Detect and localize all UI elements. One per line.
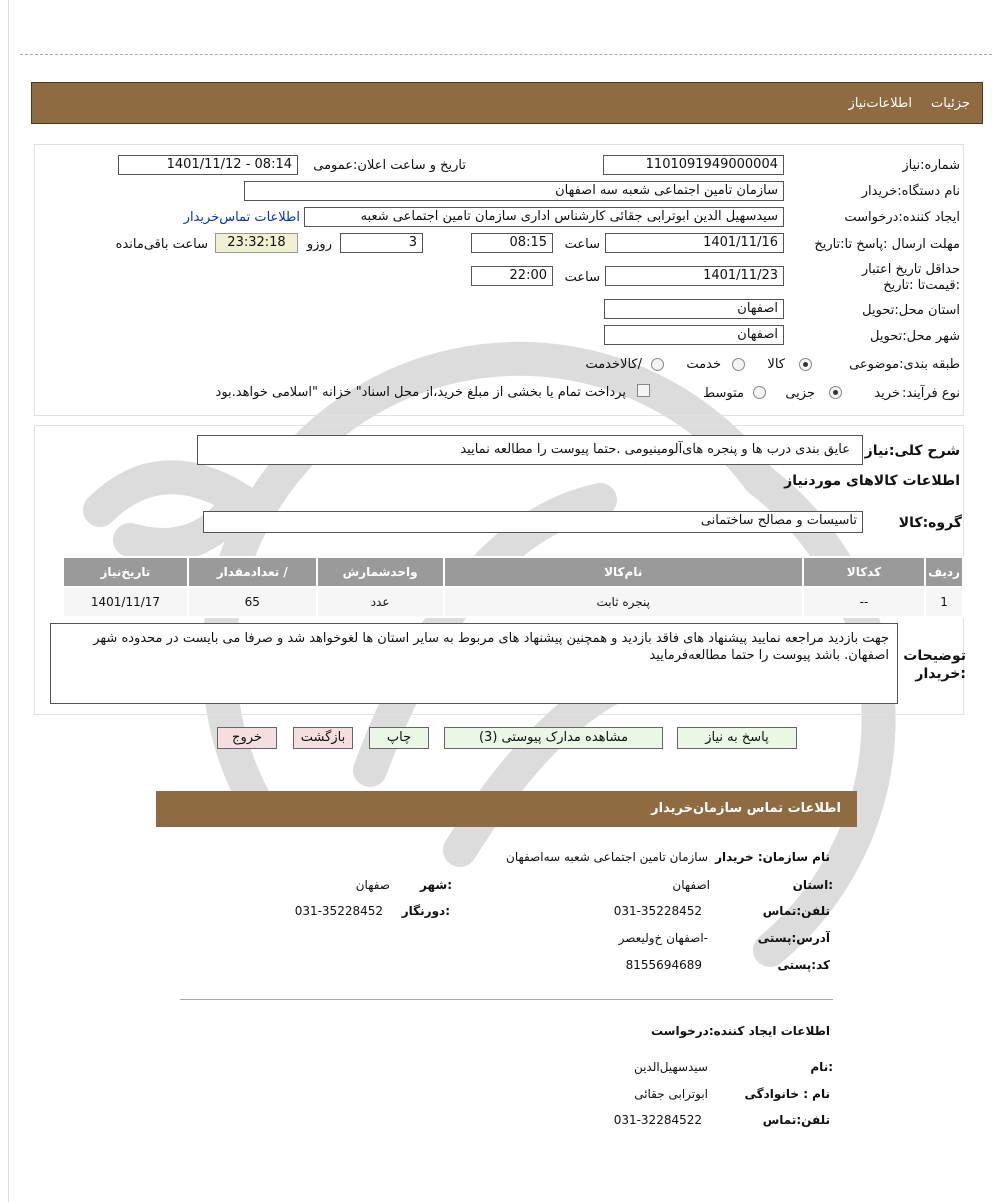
col-date: تاریخ‌نیاز	[63, 557, 188, 587]
validity-time-field[interactable]: 22:00	[471, 266, 553, 286]
view-documents-button[interactable]: مشاهده مدارک پیوستی (3)	[444, 727, 663, 749]
contact-province-value: اصفهان	[672, 878, 710, 892]
province-field[interactable]: اصفهان	[604, 299, 784, 319]
need-number-label: شماره:نیاز	[902, 158, 960, 173]
goods-table	[62, 556, 964, 618]
days-field[interactable]: 3	[340, 233, 423, 253]
creator-name-label: :نام	[810, 1060, 833, 1074]
contact-city-label: :شهر	[420, 878, 452, 892]
process-label: نوع فرآیند:	[902, 386, 960, 401]
category-both-radio[interactable]	[651, 358, 664, 371]
top-divider	[20, 54, 992, 55]
days-word: روزو	[306, 237, 332, 252]
page-header-bar	[31, 82, 983, 124]
buyer-notes-field[interactable]: جهت بازدید مراجعه نمایید پیشنهاد های فاقد بازدید و همچنین پیشنهاد های مربوط به سایر استان ها لغوخواهد شد و صرفا می بایست در محدوده شهر اصفهان. باشد پیوست را حتما مطالعه‌فرمایید	[50, 623, 898, 704]
notes-label-2: :خریدار	[915, 666, 966, 682]
validity-date-field[interactable]: 1401/11/23	[605, 266, 784, 286]
process-partial-radio[interactable]	[829, 386, 842, 399]
validity-time-word: ساعت	[564, 270, 600, 285]
category-service-label: خدمت	[686, 357, 721, 372]
creator-name-value: سیدسهیل‌الدین	[633, 1060, 708, 1074]
category-both-label: /کالاخدمت	[585, 357, 642, 372]
reply-button[interactable]: پاسخ به نیاز	[677, 727, 797, 749]
print-button[interactable]: چاپ	[369, 727, 429, 749]
cell-date: 1401/11/17	[63, 587, 188, 617]
contact-province-label: :استان	[792, 878, 833, 892]
process-medium-label: متوسط	[703, 386, 744, 401]
org-value: سازمان تامین اجتماعی شعبه سه‌اصفهان	[506, 850, 708, 864]
page-left-border	[8, 0, 9, 1202]
buyer-field[interactable]: سازمان تامین اجتماعی شعبه سه اصفهان	[244, 181, 784, 201]
deadline-time-field[interactable]: 08:15	[471, 233, 553, 253]
back-button[interactable]: بازگشت	[293, 727, 353, 749]
validity-label: حداقل تاریخ اعتبار :قیمت‌تا :تاریخ	[861, 262, 960, 293]
treasury-payment-text: پرداخت تمام یا بخشی از مبلغ خرید،از محل اسناد" خزانه "اسلامی خواهد.بود	[215, 385, 626, 400]
goods-info-title: اطلاعات کالاهای موردنیاز	[784, 473, 960, 489]
process-type-value: خرید	[874, 386, 900, 401]
contact-phone-label: تلفن:تماس	[762, 904, 830, 918]
process-medium-radio[interactable]	[753, 386, 766, 399]
deadline-label: مهلت ارسال :پاسخ تا:تاریخ	[814, 237, 960, 252]
category-service-radio[interactable]	[732, 358, 745, 371]
announce-datetime-field[interactable]: 1401/11/12 - 08:14	[118, 155, 298, 175]
contact-separator	[180, 999, 833, 1000]
category-label: طبقه بندی:موضوعی	[849, 357, 960, 372]
deadline-time-word: ساعت	[564, 237, 600, 252]
goods-group-field[interactable]: تاسیسات و مصالح ساختمانی	[203, 511, 863, 533]
col-row: ردیف	[925, 557, 963, 587]
city-label: شهر محل:تحویل	[870, 329, 960, 344]
contact-fax-value: 031-35228452	[294, 904, 383, 918]
table-row	[63, 587, 963, 617]
creator-info-title: اطلاعات ایجاد کننده:درخواست	[650, 1024, 830, 1038]
contact-city-value: صفهان	[355, 878, 390, 892]
contact-postal-value: 8155694689	[625, 958, 702, 972]
exit-button[interactable]: خروج	[217, 727, 277, 749]
col-code: کدکالا	[803, 557, 925, 587]
org-label: نام سازمان: خریدار	[715, 850, 830, 864]
cell-unit: عدد	[317, 587, 444, 617]
cell-row: 1	[925, 587, 963, 617]
cell-name: پنجره ثابت	[444, 587, 803, 617]
deadline-date-field[interactable]: 1401/11/16	[605, 233, 784, 253]
province-label: استان محل:تحویل	[862, 303, 960, 318]
contact-phone-value: 031-35228452	[613, 904, 702, 918]
cell-qty: 65	[188, 587, 317, 617]
creator-phone-value: 031-32284522	[613, 1113, 702, 1127]
creator-field[interactable]: سیدسهیل الدین ابوترابی جقائی کارشناس اداری سازمان تامین اجتماعی شعبه	[304, 207, 784, 227]
creator-phone-label: تلفن:تماس	[762, 1113, 830, 1127]
creator-label: ایجاد کننده:درخواست	[844, 210, 960, 225]
remaining-timer: 23:32:18	[215, 233, 298, 253]
col-name: نام‌کالا	[444, 557, 803, 587]
contact-address-value: -اصفهان خ‌ولیعصر	[618, 931, 708, 945]
buyer-label: نام دستگاه:خریدار	[861, 184, 960, 199]
category-goods-label: کالا	[767, 357, 785, 372]
treasury-payment-checkbox[interactable]	[637, 384, 650, 397]
goods-group-label: گروه:کالا	[898, 515, 962, 531]
summary-field[interactable]: عایق بندی درب ها و پنجره های‌آلومینیومی .حتما پیوست را مطالعه نمایید	[197, 435, 863, 465]
remaining-word: ساعت باقی‌مانده	[115, 237, 208, 252]
contact-postal-label: کد:پستی	[777, 958, 830, 972]
buyer-contact-title: اطلاعات تماس سازمان‌خریدار	[651, 801, 841, 816]
contact-fax-label: :دورنگار	[401, 904, 450, 918]
city-field[interactable]: اصفهان	[604, 325, 784, 345]
category-goods-radio[interactable]	[799, 358, 812, 371]
summary-label: شرح کلی:نیاز	[864, 443, 960, 459]
buyer-contact-header	[156, 791, 857, 827]
tab-need-info[interactable]: اطلاعات‌نیاز	[848, 96, 912, 111]
tab-details[interactable]: جزئیات	[931, 96, 970, 111]
contact-address-label: آدرس:پستی	[757, 931, 830, 945]
need-number-field[interactable]: 1101091949000004	[603, 155, 784, 175]
buyer-contact-link[interactable]: اطلاعات تماس‌خریدار	[183, 210, 300, 225]
process-partial-label: جزیی	[785, 386, 815, 401]
notes-label-1: توضیحات	[903, 648, 966, 664]
cell-code: --	[803, 587, 925, 617]
creator-family-label: نام : خانوادگی	[744, 1087, 830, 1101]
announce-label: تاریخ و ساعت اعلان:عمومی	[313, 158, 466, 173]
creator-family-value: ابوترابی جقائی	[634, 1087, 708, 1101]
col-qty: / تعدادمقدار	[188, 557, 317, 587]
col-unit: واحدشمارش	[317, 557, 444, 587]
